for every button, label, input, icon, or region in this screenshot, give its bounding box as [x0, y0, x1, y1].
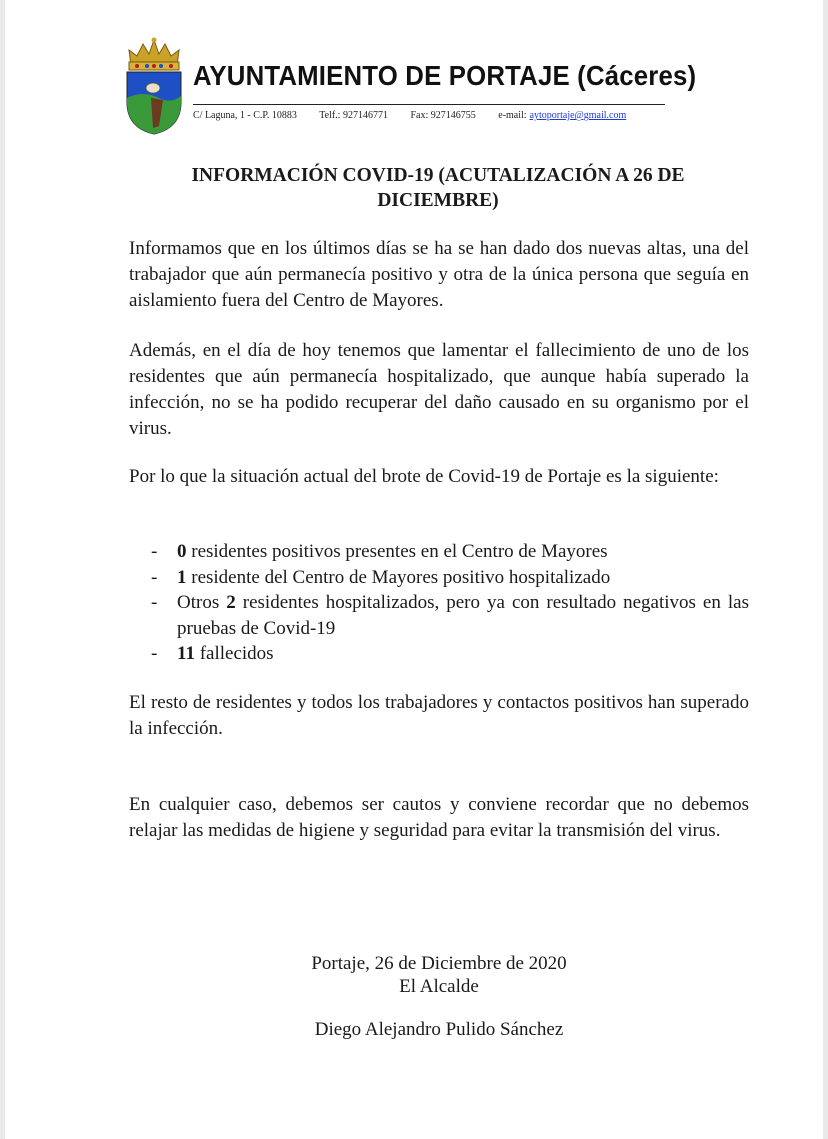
email-link[interactable]: aytoportaje@gmail.com: [529, 110, 627, 121]
fax: Fax: 927146755: [410, 110, 476, 121]
list-item: - 0 residentes positivos presentes en el Centro de Mayores: [151, 541, 608, 562]
signature-name: Diego Alejandro Pulido Sánchez: [314, 1019, 564, 1040]
paragraph-situation-intro: Por lo que la situación actual del brote de Covid-19 de Portaje es la siguiente:: [129, 466, 719, 487]
paragraph-precautions: En cualquier caso, debemos ser cautos y conviene recordar que no debemos relajar las medidas de higiene y seguridad para evitar la transmisión del virus.: [129, 794, 749, 841]
document-title: INFORMACIÓN COVID-19 (ACUTALIZACIÓN A 26 DE DICIEMBRE): [191, 165, 685, 211]
paragraph-recovered: El resto de residentes y todos los trabajadores y contactos positivos han superado la infección.: [129, 692, 749, 739]
list-item: - Otros 2 residentes hospitalizados, pero ya con resultado negativos en las pruebas de Covid-19: [151, 592, 749, 639]
email-label: e-mail:: [498, 110, 527, 121]
situation-list: [151, 539, 749, 667]
address: C/ Laguna, 1 - C.P. 10883: [193, 110, 297, 121]
signature-role: El Alcalde: [399, 976, 479, 997]
paragraph-death-notice: Además, en el día de hoy tenemos que lamentar el fallecimiento de uno de los residentes que aún permanecía hospitalizado, que aunque había superado la infección, no se ha podido recuperar del daño causado en su organismo por el virus.: [129, 340, 749, 439]
list-item: - 1 residente del Centro de Mayores positivo hospitalizado: [151, 566, 611, 588]
phone: Telf.: 927146771: [319, 110, 388, 121]
coat-of-arms-icon: [123, 36, 185, 136]
signature-place-date: Portaje, 26 de Diciembre de 2020: [311, 953, 567, 974]
contact-line: [193, 110, 626, 121]
document-page: [5, 0, 823, 1139]
organization-title: AYUNTAMIENTO DE PORTAJE (Cáceres): [193, 60, 697, 91]
list-item: - 11 fallecidos: [151, 643, 274, 664]
paragraph-new-discharges: Informamos que en los últimos días se ha se han dado dos nuevas altas, una del trabajador que aún permanecía positivo y otra de la única persona que seguía en aislamiento fuera del Centro de Mayores.: [129, 238, 749, 311]
header-divider: [193, 104, 665, 105]
